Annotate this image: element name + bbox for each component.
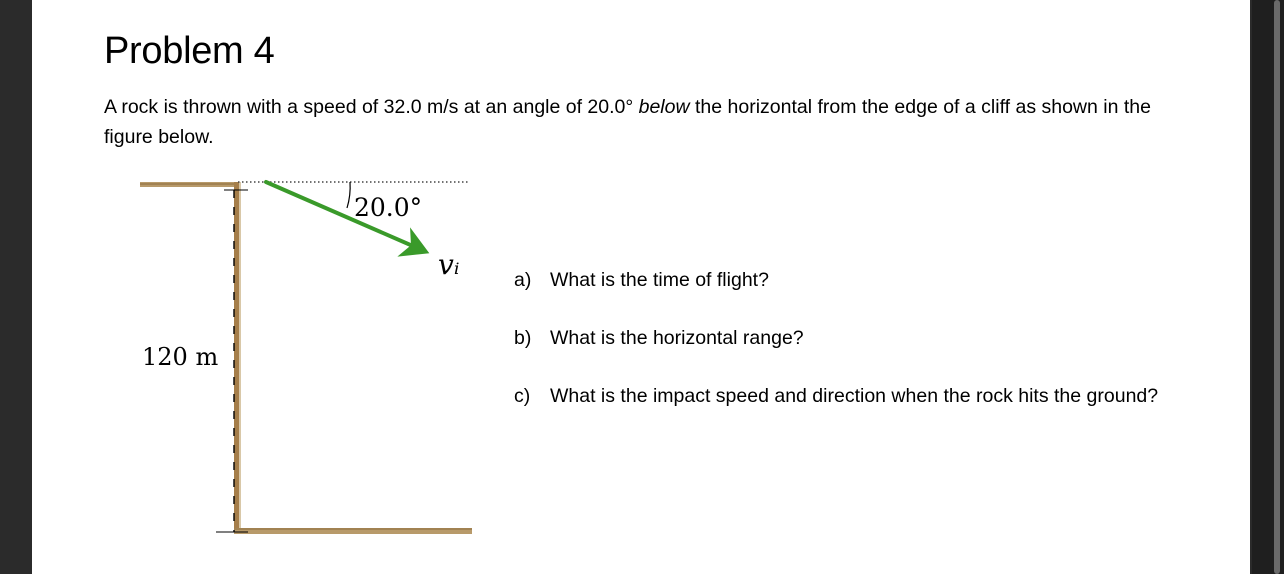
cliff-figure [112, 168, 492, 548]
question-label: a) [514, 269, 532, 291]
problem-statement [104, 92, 1204, 152]
document-page [32, 0, 1250, 574]
problem-title: Problem 4 [104, 30, 275, 72]
cliff-face [234, 182, 239, 532]
angle-label: 20.0° [354, 193, 423, 222]
velocity-label: vᵢ [438, 248, 460, 281]
question-text: What is the horizontal range? [550, 327, 804, 349]
problem-statement-text-1: A rock is thrown with a speed of 32.0 m/s at an angle of 20.0° [104, 96, 639, 118]
question-text: What is the time of flight? [550, 269, 769, 291]
angle-arc [347, 182, 350, 208]
problem-statement-emphasis: below [638, 96, 690, 118]
question-text: What is the impact speed and direction when the rock hits the ground? [550, 385, 1159, 407]
problem-statement-text-2: the horizontal from the edge of a cliff as shown in the figure below. [104, 96, 1151, 148]
question-label: c) [514, 385, 531, 407]
scrollbar-thumb[interactable] [1274, 0, 1280, 574]
cliff-face-shade [239, 182, 241, 532]
question-label: b) [514, 327, 532, 349]
height-label: 120 m [142, 343, 219, 371]
